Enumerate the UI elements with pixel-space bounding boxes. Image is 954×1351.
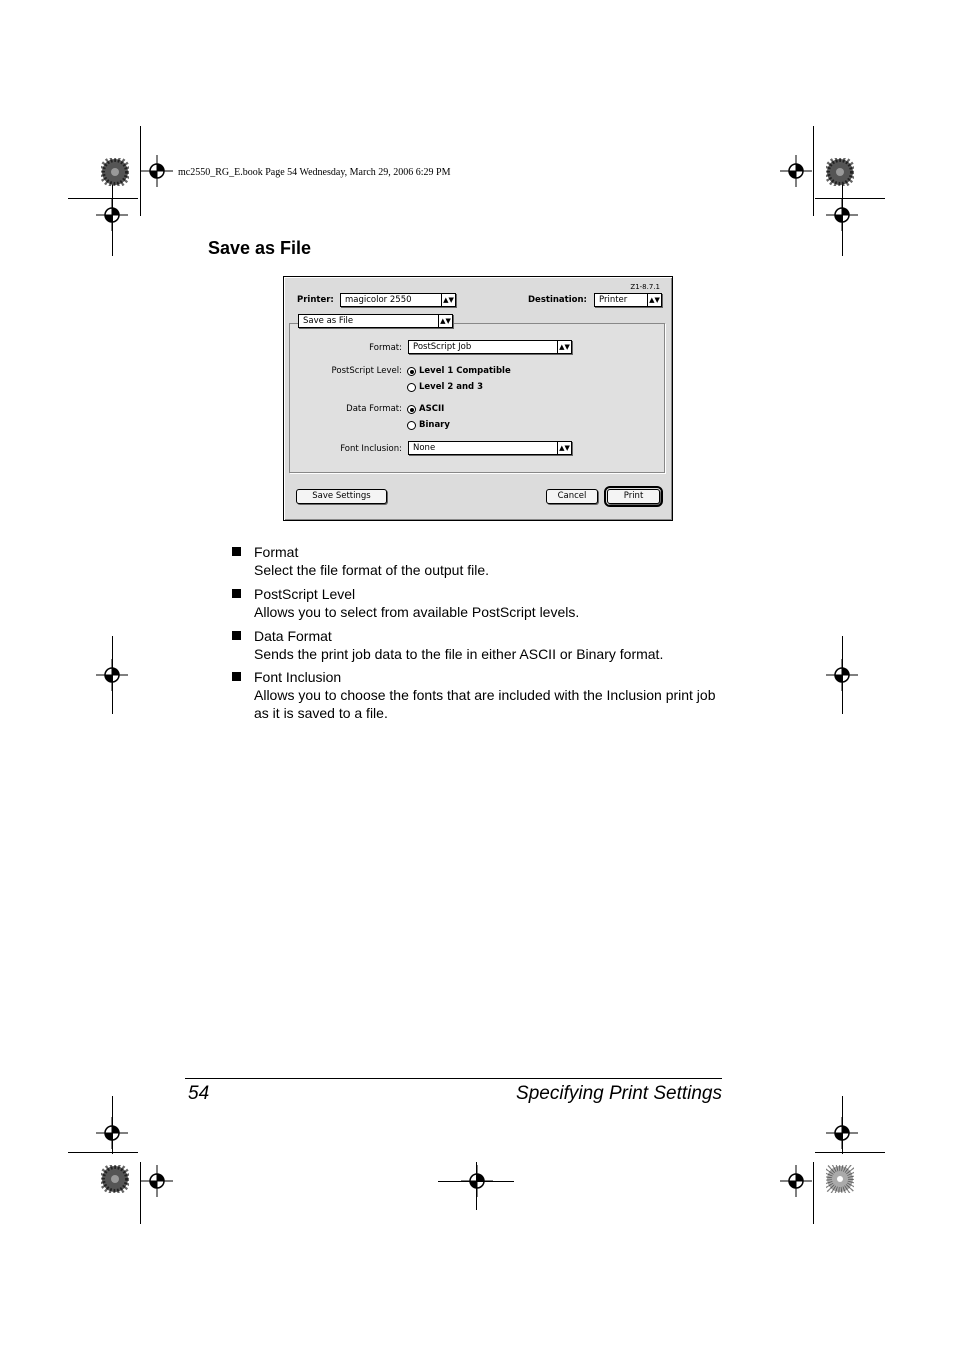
panel-popup-value: Save as File bbox=[303, 316, 354, 326]
font-inclusion-label: Font Inclusion: bbox=[340, 444, 402, 454]
destination-popup-value: Printer bbox=[599, 295, 628, 305]
destination-label: Destination: bbox=[528, 295, 587, 305]
destination-popup[interactable] bbox=[594, 293, 662, 307]
font-inclusion-popup[interactable] bbox=[408, 441, 572, 455]
registration-target-icon bbox=[826, 199, 858, 231]
color-wheel-icon bbox=[826, 1165, 854, 1193]
registration-target-icon bbox=[96, 1117, 128, 1149]
registration-target-icon bbox=[141, 155, 173, 187]
list-item-title: PostScript Level bbox=[254, 586, 356, 602]
format-popup-value: PostScript Job bbox=[413, 342, 472, 352]
ps-level-1-label: Level 1 Compatible bbox=[419, 366, 511, 376]
driver-version: Z1-8.7.1 bbox=[630, 283, 660, 291]
data-format-label: Data Format: bbox=[346, 404, 402, 414]
registration-target-icon bbox=[96, 199, 128, 231]
up-down-arrows-icon: ▲▼ bbox=[557, 341, 571, 353]
registration-target-icon bbox=[826, 1117, 858, 1149]
section-title: Save as File bbox=[208, 238, 312, 258]
bullet-square-icon bbox=[232, 631, 241, 640]
bullet-square-icon bbox=[232, 672, 241, 681]
list-item-desc: Allows you to choose the fonts that are included with the Inclusion print job as it is saved to a file. bbox=[254, 687, 716, 721]
bullet-square-icon bbox=[232, 547, 241, 556]
ascii-label: ASCII bbox=[419, 404, 445, 414]
list-item-desc: Select the file format of the output file. bbox=[254, 562, 490, 578]
print-dialog bbox=[283, 276, 673, 521]
ps-level-2-radio[interactable] bbox=[407, 383, 416, 392]
binary-label: Binary bbox=[419, 420, 450, 430]
list-item-title: Font Inclusion bbox=[254, 669, 342, 685]
save-settings-button[interactable]: Save Settings bbox=[296, 489, 387, 504]
color-wheel-icon bbox=[101, 1165, 129, 1193]
color-wheel-icon bbox=[826, 158, 854, 186]
cancel-button[interactable]: Cancel bbox=[546, 489, 598, 504]
color-wheel-icon bbox=[101, 158, 129, 186]
up-down-arrows-icon: ▲▼ bbox=[438, 315, 452, 327]
ps-level-1-radio[interactable] bbox=[407, 367, 416, 376]
page-number: 54 bbox=[188, 1083, 210, 1104]
print-button[interactable]: Print bbox=[607, 489, 660, 504]
list-item-desc: Allows you to select from available PostScript levels. bbox=[254, 604, 580, 620]
binary-radio[interactable] bbox=[407, 421, 416, 430]
printer-popup-value: magicolor 2550 bbox=[345, 295, 412, 305]
chapter-title: Specifying Print Settings bbox=[516, 1083, 722, 1104]
format-label: Format: bbox=[369, 343, 402, 353]
registration-target-icon bbox=[780, 1165, 812, 1197]
up-down-arrows-icon: ▲▼ bbox=[557, 442, 571, 454]
footer-divider bbox=[185, 1078, 722, 1079]
book-slug: mc2550_RG_E.book Page 54 Wednesday, March 29, 2006 6:29 PM bbox=[178, 167, 451, 178]
up-down-arrows-icon: ▲▼ bbox=[647, 294, 661, 306]
ascii-radio[interactable] bbox=[407, 405, 416, 414]
font-inclusion-popup-value: None bbox=[413, 443, 436, 453]
up-down-arrows-icon: ▲▼ bbox=[441, 294, 455, 306]
printer-label: Printer: bbox=[297, 295, 334, 305]
ps-level-label: PostScript Level: bbox=[331, 366, 402, 376]
registration-target-icon bbox=[780, 155, 812, 187]
list-item-title: Data Format bbox=[254, 628, 332, 644]
registration-target-icon bbox=[826, 659, 858, 691]
ps-level-2-label: Level 2 and 3 bbox=[419, 382, 483, 392]
registration-target-icon bbox=[141, 1165, 173, 1197]
registration-target-icon bbox=[96, 659, 128, 691]
list-item-desc: Sends the print job data to the file in either ASCII or Binary format. bbox=[254, 646, 664, 662]
printer-popup[interactable] bbox=[340, 293, 456, 307]
list-item-title: Format bbox=[254, 544, 299, 560]
format-popup[interactable] bbox=[408, 340, 572, 354]
panel-popup[interactable] bbox=[298, 314, 453, 328]
bullet-square-icon bbox=[232, 589, 241, 598]
